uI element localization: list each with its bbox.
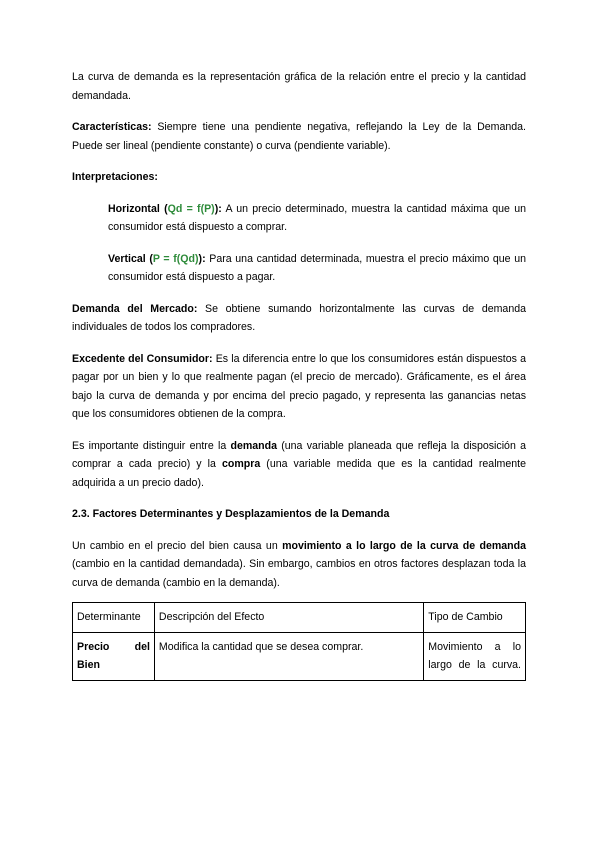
table-header-cell: Descripción del Efecto [154,603,423,633]
table-row [73,632,526,680]
paragraph-vertical [72,250,526,287]
table-header-row [73,603,526,633]
caracteristicas-label: Características: [72,121,152,133]
table-header-cell: Tipo de Cambio [424,603,526,633]
mercado-text: Se obtiene sumando horizontalmente las curvas de demanda individuales de todos los compradores. [72,302,527,333]
vertical-formula: P = f(Qd) [152,252,199,265]
excedente-label: Excedente del Consumidor: [72,352,213,365]
distinguir-bold-demanda: demanda [230,439,277,452]
cambio-text-2: (cambio en la cantidad demandada). Sin embargo, cambios en otros factores desplazan toda la curva de demanda (cambio en la demanda). [72,558,526,589]
horizontal-label: Horizontal ( [108,202,168,215]
table-cell-descripcion: Modifica la cantidad que se desea comprar. [154,632,423,680]
paragraph-excedente [72,350,526,424]
table-header-cell: Determinante [73,603,155,633]
paragraph-definition: La curva de demanda es la representación gráfica de la relación entre el precio y la cantidad demandada. [72,71,526,102]
determinants-table [72,602,526,681]
vertical-text: Para una cantidad determinada, muestra el precio máximo que un consumidor está dispuesto a pagar. [108,252,526,283]
horizontal-text: A un precio determinado, muestra la cantidad máxima que un consumidor está dispuesto a comprar. [108,202,526,233]
horizontal-formula: Qd = f(P) [167,202,215,215]
table-cell-determinante: Precio del Bien [73,632,155,680]
paragraph-mercado [72,300,526,337]
cambio-bold: movimiento a lo largo de la curva de demanda [282,539,526,552]
mercado-label: Demanda del Mercado: [72,302,198,315]
horizontal-label-end: ): [214,202,222,215]
distinguir-text-2: (una variable planeada que refleja la disposición a comprar a cada precio) y la [72,439,526,470]
paragraph-caracteristicas [72,118,526,155]
interpretaciones-heading: Interpretaciones: [72,171,158,183]
distinguir-text-3: (una variable medida que es la cantidad realmente adquirida a un precio dado). [72,458,526,489]
section-heading: 2.3. Factores Determinantes y Desplazamientos de la Demanda [72,508,390,520]
distinguir-text-1: Es importante distinguir entre la [72,439,231,452]
caracteristicas-text: Siempre tiene una pendiente negativa, reflejando la Ley de la Demanda. Puede ser lineal (pendiente constante) o curva (pendiente variable). [72,121,526,152]
excedente-text: Es la diferencia entre lo que los consumidores están dispuestos a pagar por un bien y lo que realmente pagan (el precio de mercado). Gráficamente, es el área bajo la curva de demanda y por encima del precio pagado, y representa las ganancias netas que los consumidores obtienen de la compra. [72,352,526,420]
paragraph-distinguir [72,437,526,493]
paragraph-cambio [72,537,526,593]
distinguir-bold-compra: compra [221,458,261,470]
cambio-text-1: Un cambio en el precio del bien causa un [72,539,283,552]
table-cell-tipo: Movimiento a lo largo de la curva. [424,632,526,680]
vertical-label-end: ): [198,252,206,265]
paragraph-horizontal [72,200,526,237]
vertical-label: Vertical ( [108,252,153,265]
document-page [72,68,526,681]
